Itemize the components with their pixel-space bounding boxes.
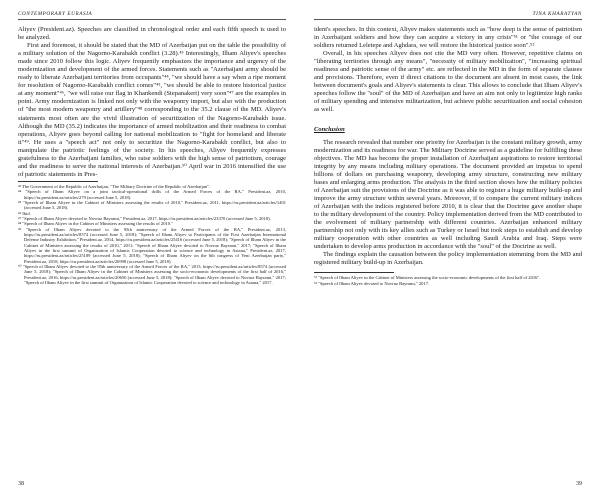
footnote: ⁴⁸ "Speech of Ilham Aliyev in the Cabinet of Ministers assessing the results of 2010." — [18, 221, 174, 227]
footnote: ⁴⁹ "Speech of Ilham Aliyev devoted to the 95th anniversary of the Armed Forces of the RA," President.az, 2013, https://ru.president.az/articles/8574 (accessed June 5, 2018); "Speech of Ilham Aliyev to Participants of the First Azerbaijan International Defense Industry Exhibition," President.az, 2014, https://ru.president.az/articles/25416 (accessed June 5, 2018); "Speech of Ilham Aliyev in the Cabinet of Ministers assessing the results of 2010," 2011; "Speech of Ilham Aliyev devoted to Novruz Bayrami," 2017; "Speech of Ilham Aliyev in the first summit of Organization of Islamic Cooperation devoted to science and technology in Astana," President.az, 2017, https://ru.president.az/articles/25189 (accessed June 5, 2018); "Speech of Ilham Aliyev on the 6th congress of Yeni Azerbaijan party," President.az, 2018, https://ru.president.az/articles/26998 (accessed June 5, 2018). — [18, 226, 286, 264]
right-page — [300, 0, 600, 499]
running-head — [18, 11, 286, 20]
footnote: ⁴³ The Government of the Republic of Azerbaijan, "The Military Doctrine of the Republic of Azerbaijan". — [18, 183, 211, 189]
running-head-author: TINA KHARATYAN — [532, 11, 582, 17]
footnote: ⁴⁴ "Speech of Ilham Aliyev on a joint tactical-operational drills of the Armed Forces of the RA," President.az, 2010, https://ru.president.az/articles/279 (accessed June 5, 2018). — [18, 189, 286, 200]
footnote: ⁴⁵ "Speech of Ilham Aliyev in the Cabinet of Ministers assessing the results of 2010," President.az, 2011, https://ru.president.az/articles/1401 (accessed June 5, 2018). — [18, 199, 286, 211]
body-paragraph: Overall, in his speeches Aliyev does not cite the MD very often. However, repetitive claims on "liberating territories through any means", "necessity of military mobilization", "increasing spiritual readiness and patriotic sense of the army" etc. are reflected in the MD in the form of separate clauses and provisions. Therefore, even if direct citations to the document are absent in most cases, the link between document's goals and Aliyev's statements is clear. This allows to conclude that Ilham Aliyev's speeches follow the "soul" of the MD of Azerbaijan and have an aim not only to legitimize high ranks of military spending and intensive militarization, but achieve public securitization and social cohesion as well. — [314, 50, 582, 114]
page-number: 39 — [576, 481, 582, 487]
page-number: 38 — [18, 481, 24, 487]
footnote: ⁵² "Speech of Ilham Aliyev devoted to Novruz Bayrami," 2017. — [314, 280, 430, 286]
footnotes — [314, 275, 582, 286]
running-head-title: CONTEMPORARY EURASIA — [18, 11, 93, 17]
body-paragraph: ident's speeches. In this context, Aliyev makes statements such as "how deep is the sense of patriotism in Azerbaijani soldiers and how they can acquire a victory in any crisis"⁵¹ or "the courage of our soldiers returned Leletepe and Aghdara, we will restore the historical justice soon".⁵² — [314, 26, 582, 50]
footnote-rule — [314, 272, 394, 273]
footnote: ⁴⁶ Ibid. — [18, 210, 31, 216]
footnote: ⁴⁷ "Speech of Ilham Aliyev devoted to Novruz Bayrami," President.az, 2017, https://ru.president.az/articles/23370 (accessed June 5, 2018). — [18, 215, 271, 221]
footnotes — [18, 184, 286, 286]
footnote: ⁵⁰ "Speech of Ilham Aliyev devoted to the 95th anniversary of the Armed Forces of the RA," 2013, https://ru.president.az/articles/8574 (accessed June 5, 2018); "Speech of Ilham Aliyev in the Cabinet of Ministers assessing the socio-economic developments of the first half of 2016," President.az, 2016, https://ru.president.az/articles/20650 (accessed June 5, 2018); "Speech of Ilham Aliyev devoted to Novruz Bayrami," 2017; "Speech of Ilham Aliyev in the first summit of Organization of Islamic Cooperation devoted to science and technology in Astana," 2017. — [18, 264, 286, 286]
running-head — [314, 11, 582, 20]
body-paragraph: Aliyev (President.az). Speeches are classified in chronological order and each fifth speech is used to be analyzed. — [18, 26, 286, 42]
footnote: ⁵¹ "Speech of Ilham Aliyev in the Cabinet of Ministers assessing the socio-economic developments of the first half of 2016". — [314, 275, 541, 281]
body-paragraph: The findings explain the causation between the policy implementation stemming from the MD and registered military build-up in Azerbaijan. — [314, 251, 582, 267]
body-paragraph: The research revealed that number one priority for Azerbaijan is the constant military growth, army modernization and its readiness for war. The Military Doctrine served as a guideline for fulfilling these objectives. The MD has become the proper installation of Azerbaijani aspirations to restore territorial integrity by any means including military operations. The document provided an impetus to spend billions of dollars on purchasing weaponry, developing army structure, constructing new military bases and enlarging arms production. The analysis in the third section shows how the military policies of Azerbaijan suit the provisions of the Doctrine as it was able to register a huge military build-up and improve the army structure within several years. Moreover, if to compare the current military indices of Azerbaijan with the indices registered before 2010, it is clear that the Doctrine gave another shape to the military development of the country. Policy implementation derived from the MD contributed to the evolvement of military partnership with different countries. Azerbaijan enhanced military partnership not only with its key allies such as Turkey or Israel but took steps to establish and develop military cooperation with other countries as well including Saudi Arabia and Iraq. Steps were undertaken to develop arms production in accordance with the "soul" of the Doctrine as well. — [314, 138, 582, 251]
body-paragraph: First and foremost, it should be stated that the MD of Azerbaijan put on the table the possibility of a military solution of the Nagorno-Karabakh conflict (3.28).⁴³ Interestingly, Ilham Aliyev's speeches made since 2010 follow this logic. Aliyev frequently emphasizes the importance and urgency of the modernization and development of the armed forces. Statements such as "Azerbaijani army should be ready to liberate Azerbaijani territories from occupants"⁴⁴, "we should have a say when a ripe moment for resolution of Nagorno-Karabakh conflict comes"⁴⁵, "we should be able to restore historical justice at any moment"⁴⁶, "we will raise our flag in Khankendi (Stepanakert) very soon"⁴⁷ are the examples in point. Army modernization is linked not only with the weaponry import, but also with the production of "the most modern weaponry and artillery"⁴⁸ corresponding to the 35.2 clause of the MD. Aliyev's statements most often are the vivid illustration of securitization of the Nagorno-Karabakh issue. Although the MD (35.2) indicates the importance of armed mobilization and their readiness to combat operations, Aliyev goes beyond calling for national mobilization to "fight for homeland and liberate it"⁴⁹. He uses a "speech act" not only to securitize the Nagorno-Karabakh conflict, but also to manipulate the patriotic feelings of the society. In his speeches, Aliyev frequently expresses gratefulness to the Azerbaijani families, who raise soldiers with the high sense of patriotism, courage and the readiness to serve the national interests of Azerbaijan.⁵⁰ April war in 2016 intensified the use of patriotic statements in Pres- — [18, 42, 286, 178]
footnote-rule — [18, 181, 98, 182]
section-heading: Conclusion — [314, 125, 345, 133]
